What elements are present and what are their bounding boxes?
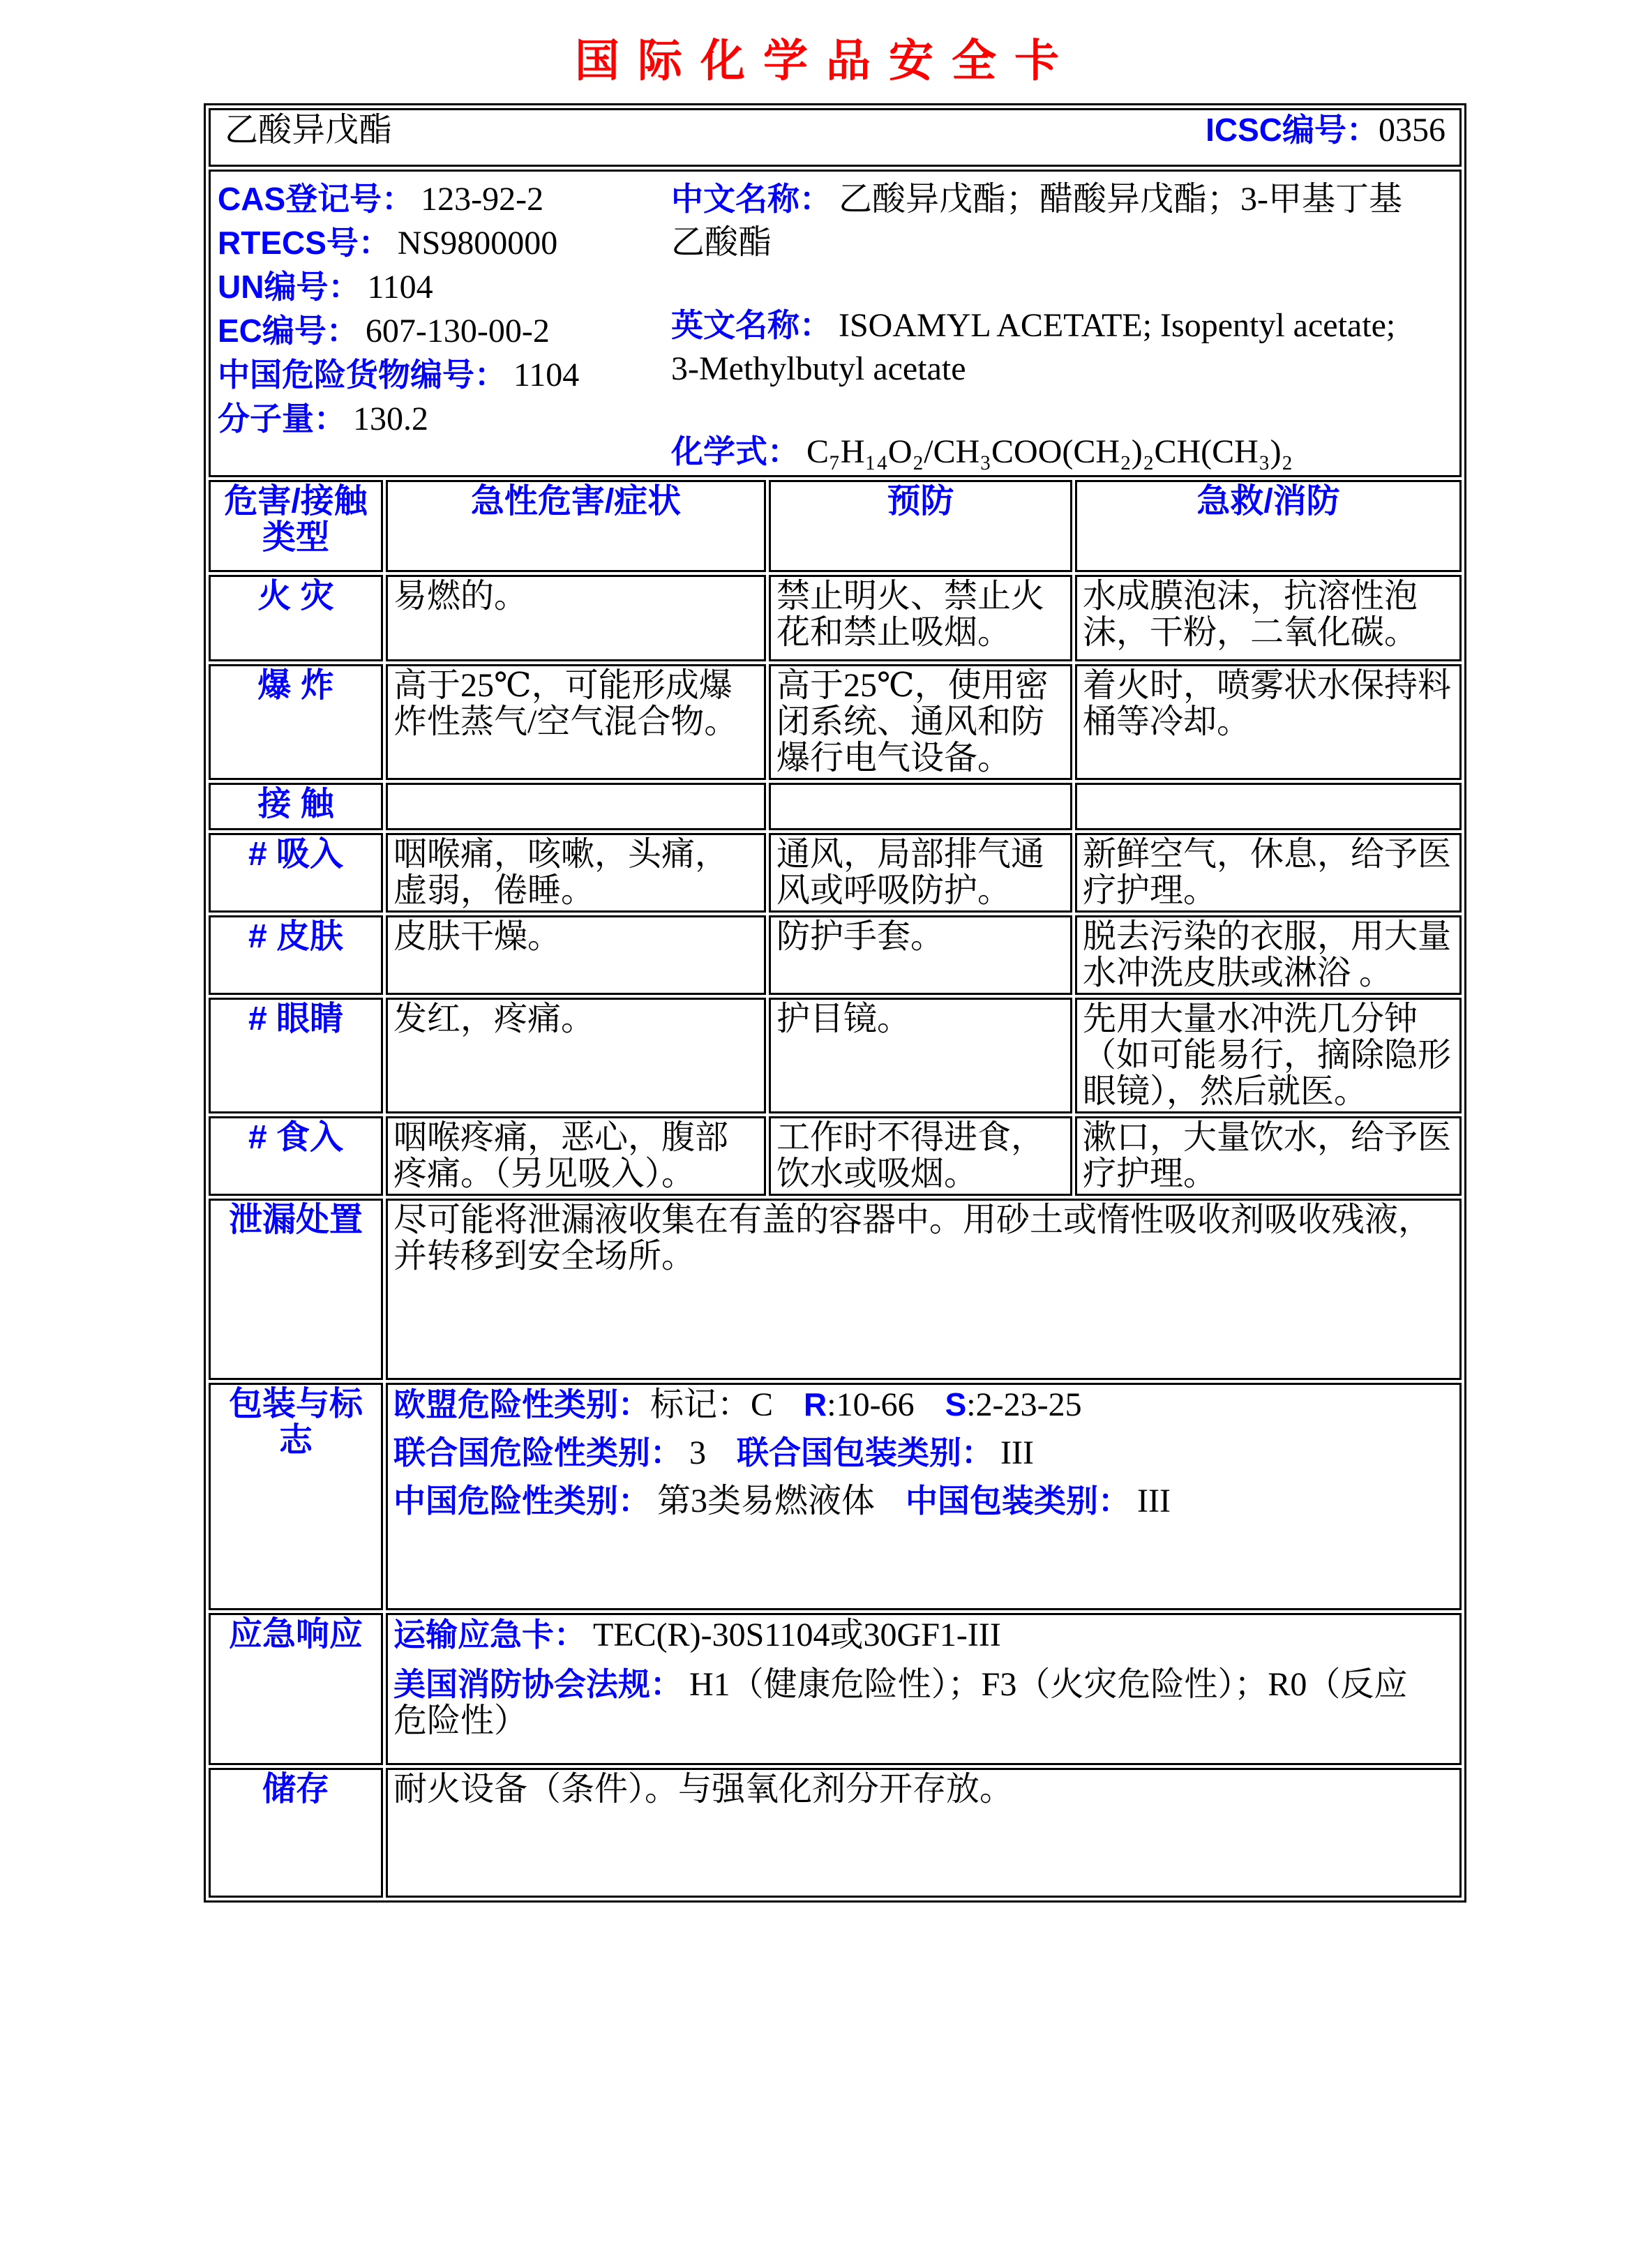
ingestion-rescue-cell: 漱口，大量饮水，给予医疗护理。 xyxy=(1075,1116,1462,1196)
eyes-symptoms-cell: 发红，疼痛。 xyxy=(386,998,766,1113)
s-phrase-label: S xyxy=(945,1386,967,1423)
header-prevention: 预防 xyxy=(769,480,1072,572)
un-class-line xyxy=(393,1434,1454,1471)
rtecs-number-line xyxy=(218,221,671,265)
china-hazard-class-value: 第3类易燃液体 xyxy=(657,1483,876,1520)
info-row xyxy=(209,170,1462,477)
hazard-header-row xyxy=(209,480,1462,572)
info-row-cell xyxy=(209,170,1462,477)
english-name-value: ISOAMYL ACETATE; Isopentyl acetate; 3-Methylbutyl acetate xyxy=(671,307,1396,387)
ingestion-row xyxy=(209,1116,1462,1196)
un-pack-group-value: III xyxy=(1000,1434,1034,1471)
molecular-weight-value: 130.2 xyxy=(353,400,428,437)
packing-row-label: 包装与标志 xyxy=(209,1383,383,1610)
eu-hazard-mark: 标记：C xyxy=(650,1386,774,1423)
tec-card-line xyxy=(393,1616,1454,1653)
fire-row-label: 火 灾 xyxy=(209,575,383,661)
exposure-symptoms-cell xyxy=(386,783,766,830)
chinese-name-line xyxy=(671,177,1425,264)
fire-row xyxy=(209,575,1462,661)
names-block xyxy=(671,177,1425,474)
ec-label: EC编号： xyxy=(218,313,359,349)
icsc-card-page xyxy=(0,25,1652,1903)
tec-card-label: 运输应急卡： xyxy=(393,1616,586,1653)
molecular-weight-label: 分子量： xyxy=(218,400,346,437)
explosion-row xyxy=(209,664,1462,780)
fire-rescue-cell: 水成膜泡沫，抗溶性泡沫，干粉，二氧化碳。 xyxy=(1075,575,1462,661)
icsc-card-table xyxy=(204,103,1466,1903)
exposure-row-label: 接 触 xyxy=(209,783,383,830)
rtecs-label: RTECS号： xyxy=(218,225,391,261)
storage-content-cell: 耐火设备（条件）。与强氧化剂分开存放。 xyxy=(386,1768,1462,1898)
eyes-row-label: # 眼睛 xyxy=(209,998,383,1113)
skin-row-label: # 皮肤 xyxy=(209,915,383,995)
eyes-row xyxy=(209,998,1462,1113)
exposure-row xyxy=(209,783,1462,830)
china-hazard-class-label: 中国危险性类别： xyxy=(393,1483,650,1519)
inhalation-rescue-cell: 新鲜空气，休息，给予医疗护理。 xyxy=(1075,833,1462,913)
ingestion-prevention-cell: 工作时不得进食，饮水或吸烟。 xyxy=(769,1116,1072,1196)
eu-hazard-class-line xyxy=(393,1386,1454,1423)
explosion-prevention-cell: 高于25℃，使用密闭系统、通风和防爆行电气设备。 xyxy=(769,664,1072,780)
fire-symptoms-cell: 易燃的。 xyxy=(386,575,766,661)
china-class-line xyxy=(393,1483,1454,1520)
icsc-number-value: 0356 xyxy=(1379,112,1446,149)
explosion-symptoms-cell: 高于25℃，可能形成爆炸性蒸气/空气混合物。 xyxy=(386,664,766,780)
explosion-rescue-cell: 着火时，喷雾状水保持料桶等冷却。 xyxy=(1075,664,1462,780)
ingestion-row-label: # 食入 xyxy=(209,1116,383,1196)
skin-row xyxy=(209,915,1462,995)
inhalation-row xyxy=(209,833,1462,913)
ec-number-line xyxy=(218,309,671,353)
page-title: 国际化学品安全卡 xyxy=(575,36,1077,86)
explosion-row-label: 爆 炸 xyxy=(209,664,383,780)
r-phrase-value: :10-66 xyxy=(827,1386,915,1423)
cas-label: CAS登记号： xyxy=(218,181,414,217)
exposure-rescue-cell xyxy=(1075,783,1462,830)
nfpa-line xyxy=(393,1666,1412,1739)
ingestion-symptoms-cell: 咽喉疼痛，恶心，腹部疼痛。（另见吸入）。 xyxy=(386,1116,766,1196)
cas-value: 123-92-2 xyxy=(421,181,544,218)
formula-line xyxy=(671,430,1425,474)
eu-hazard-class-label: 欧盟危险性类别： xyxy=(393,1386,650,1423)
english-name-label: 英文名称： xyxy=(671,307,832,343)
china-dg-value: 1104 xyxy=(513,357,580,393)
cas-number-line xyxy=(218,177,671,221)
skin-prevention-cell: 防护手套。 xyxy=(769,915,1072,995)
china-pack-group-label: 中国包装类别： xyxy=(906,1483,1131,1519)
formula-value: C₇H₁₄O₂/CH₃COO(CH₂)₂CH(CH₃)₂ xyxy=(806,433,1293,470)
exposure-prevention-cell xyxy=(769,783,1072,830)
name-row xyxy=(209,108,1462,167)
inhalation-symptoms-cell: 咽喉痛，咳嗽，头痛，虚弱，倦睡。 xyxy=(386,833,766,913)
emergency-content-cell xyxy=(386,1613,1462,1765)
spill-content-cell: 尽可能将泄漏液收集在有盖的容器中。用砂土或惰性吸收剂吸收残液，并转移到安全场所。 xyxy=(386,1199,1462,1380)
r-phrase-label: R xyxy=(804,1386,827,1423)
emergency-row xyxy=(209,1613,1462,1765)
packing-row xyxy=(209,1383,1462,1610)
china-dg-label: 中国危险货物编号： xyxy=(218,357,506,393)
tec-card-value: TEC(R)-30S1104或30GF1-III xyxy=(593,1616,1001,1653)
un-number-line xyxy=(218,265,671,309)
storage-row-label: 储存 xyxy=(209,1768,383,1898)
icsc-number xyxy=(1206,112,1446,149)
spill-row-label: 泄漏处置 xyxy=(209,1199,383,1380)
s-phrase-value: :2-23-25 xyxy=(966,1386,1082,1423)
nfpa-label: 美国消防协会法规： xyxy=(393,1666,682,1702)
chinese-name-value: 乙酸异戊酯；醋酸异戊酯；3-甲基丁基乙酸酯 xyxy=(671,181,1402,261)
inhalation-row-label: # 吸入 xyxy=(209,833,383,913)
icsc-number-label: ICSC编号： xyxy=(1206,112,1379,148)
packing-content-cell xyxy=(386,1383,1462,1610)
china-dg-number-line xyxy=(218,353,671,397)
rtecs-value: NS9800000 xyxy=(397,225,558,262)
ec-value: 607-130-00-2 xyxy=(365,313,550,350)
spill-row xyxy=(209,1199,1462,1380)
header-symptoms: 急性危害/症状 xyxy=(386,480,766,572)
eyes-prevention-cell: 护目镜。 xyxy=(769,998,1072,1113)
header-hazard-type: 危害/接触 类型 xyxy=(209,480,383,572)
identifier-list xyxy=(218,177,671,474)
chinese-name-label: 中文名称： xyxy=(671,181,832,217)
substance-name: 乙酸异戊酯 xyxy=(225,111,393,149)
fire-prevention-cell: 禁止明火、禁止火花和禁止吸烟。 xyxy=(769,575,1072,661)
un-label: UN编号： xyxy=(218,269,361,305)
name-row-cell xyxy=(209,108,1462,167)
skin-symptoms-cell: 皮肤干燥。 xyxy=(386,915,766,995)
header-rescue: 急救/消防 xyxy=(1075,480,1462,572)
un-hazard-class-label: 联合国危险性类别： xyxy=(393,1434,682,1471)
formula-label: 化学式： xyxy=(671,433,799,470)
skin-rescue-cell: 脱去污染的衣服，用大量水冲洗皮肤或淋浴 。 xyxy=(1075,915,1462,995)
un-hazard-class-value: 3 xyxy=(689,1434,706,1471)
storage-row xyxy=(209,1768,1462,1898)
molecular-weight-line xyxy=(218,397,671,441)
un-pack-group-label: 联合国包装类别： xyxy=(737,1434,993,1471)
nfpa-value: H1（健康危险性）；F3（火灾危险性）；R0（反应危险性） xyxy=(393,1666,1408,1739)
un-value: 1104 xyxy=(367,269,433,306)
china-pack-group-value: III xyxy=(1137,1483,1171,1520)
english-name-line xyxy=(671,303,1425,391)
emergency-row-label: 应急响应 xyxy=(209,1613,383,1765)
inhalation-prevention-cell: 通风，局部排气通风或呼吸防护。 xyxy=(769,833,1072,913)
eyes-rescue-cell: 先用大量水冲洗几分钟（如可能易行，摘除隐形眼镜），然后就医。 xyxy=(1075,998,1462,1113)
